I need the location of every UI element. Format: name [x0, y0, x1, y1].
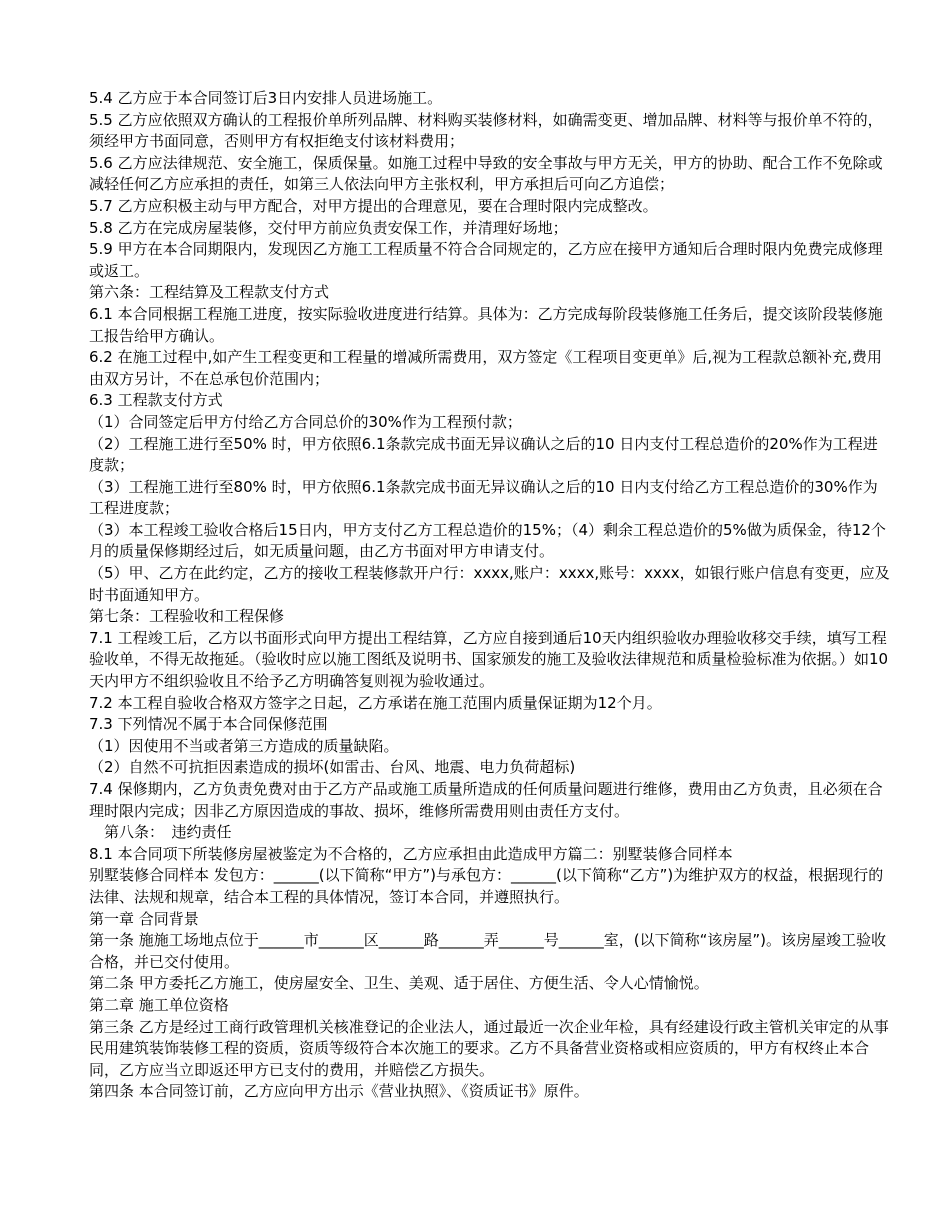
chapter-1-heading: 第一章 合同背景 — [89, 909, 199, 928]
clause-7-3: 7.3 下列情况不属于本合同保修范围 — [89, 715, 328, 734]
clause-5-4: 5.4 乙方应于本合同签订后3日内安排人员进场施工。 — [89, 89, 443, 107]
article-3: 第三条 乙方是经过工商行政管理机关核准登记的企业法人，通过最近一次企业年检，具有经建设行政主管机关审定的从事民用建筑装饰装修工程的资质，资质等级符合本次施工的要求。乙方不具备营业资格或相应资质的，甲方有权终止本合同，乙方应当立即返还甲方已支付的费用，并赔偿乙方损失。 — [89, 1017, 889, 1079]
payment-item-3b-4: （3）本工程竣工验收合格后15日内，甲方支付乙方工程总造价的15%；（4）剩余工程总造价的5%做为质保金，待12个月的质量保修期经过后，如无质量问题，由乙方书面对甲方申请支付。 — [89, 520, 886, 561]
clause-5-7: 5.7 乙方应积极主动与甲方配合，对甲方提出的合理意见，要在合理时限内完成整改。 — [89, 196, 658, 215]
clause-6-3: 6.3 工程款支付方式 — [89, 391, 223, 410]
clause-8-1: 8.1 本合同项下所装修房屋被鉴定为不合格的，乙方应承担由此造成甲方篇二：别墅装修合同样本 — [89, 844, 733, 863]
article-4: 第四条 本合同签订前，乙方应向甲方出示《营业执照》、《资质证书》原件。 — [89, 1082, 589, 1101]
article-2: 第二条 甲方委托乙方施工，使房屋安全、卫生、美观、适于居住、方便生活、令人心情愉悦。 — [89, 974, 709, 993]
article-1: 第一条 施施工场地点位于______市______区______路______弄______号______室，(以下简称“该房屋”)。该房屋竣工验收合格，并已交付使用。 — [89, 931, 887, 971]
clause-5-9: 5.9 甲方在本合同期限内，发现因乙方施工工程质量不符合合同规定的，乙方应在接甲方通知后合理时限内免费完成修理或返工。 — [89, 240, 883, 280]
clause-7-2: 7.2 本工程自验收合格双方签字之日起，乙方承诺在施工范围内质量保证期为12个月。 — [89, 693, 662, 712]
article-8-heading: 第八条： 违约责任 — [89, 823, 232, 842]
clause-6-2: 6.2 在施工过程中,如产生工程变更和工程量的增减所需费用，双方签定《工程项目变更单》后,视为工程款总额补充,费用由双方另计，不在总承包价范围内； — [89, 348, 882, 388]
clause-6-1: 6.1 本合同根据工程施工进度，按实际验收进度进行结算。具体为：乙方完成每阶段装修施工任务后，提交该阶段装修施工报告给甲方确认。 — [89, 304, 883, 345]
clause-5-5: 5.5 乙方应依照双方确认的工程报价单所列品牌、材料购买装修材料，如确需变更、增加品牌、材料等与报价单不符的，须经甲方书面同意，否则甲方有权拒绝支付该材料费用； — [89, 110, 883, 151]
article-6-heading: 第六条：工程结算及工程款支付方式 — [89, 283, 330, 302]
clause-5-6: 5.6 乙方应法律规范、安全施工，保质保量。如施工过程中导致的安全事故与甲方无关，甲方的协助、配合工作不免除或减轻任何乙方应承担的责任，如第三人依法向甲方主张权利，甲方承担后可向乙方追偿； — [89, 153, 883, 194]
payment-item-5: （5）甲、乙方在此约定，乙方的接收工程装修款开户行：xxxx,账户：xxxx,账号：xxxx，如银行账户信息有变更，应及时书面通知甲方。 — [89, 564, 890, 604]
payment-item-3a: （3）工程施工进行至80% 时，甲方依照6.1条款完成书面无异议确认之后的10 日内支付给乙方工程总造价的30%作为工程进度款； — [89, 477, 878, 518]
exclusion-item-1: （1）因使用不当或者第三方造成的质量缺陷。 — [89, 736, 399, 755]
exclusion-item-2: （2）自然不可抗拒因素造成的损坏(如雷击、台风、地震、电力负荷超标) — [89, 758, 576, 777]
payment-item-2: （2）工程施工进行至50% 时，甲方依照6.1条款完成书面无异议确认之后的10 日内支付工程总造价的20%作为工程进度款； — [89, 434, 878, 475]
clause-5-8: 5.8 乙方在完成房屋装修，交付甲方前应负责安保工作，并清理好场地； — [89, 218, 568, 237]
clause-7-1: 7.1 工程竣工后，乙方以书面形式向甲方提出工程结算，乙方应自接到通后10天内组织验收办理验收移交手续，填写工程验收单，不得无故拖延。（验收时应以施工图纸及说明书、国家颁发的施工及验收法律规范和质量检验标准为依据。）如10天内甲方不组织验收且不给予乙方明确答复则视为验收通过。 — [89, 628, 889, 691]
article-7-heading: 第七条：工程验收和工程保修 — [89, 607, 285, 626]
chapter-2-heading: 第二章 施工单位资格 — [89, 995, 229, 1014]
sample-contract-intro: 别墅装修合同样本 发包方：______(以下简称“甲方”)与承包方：______(以下简称“乙方”)为维护双方的权益，根据现行的法律、法规和规章，结合本工程的具体情况，签订本合同，并遵照执行。 — [89, 866, 884, 906]
payment-item-1: （1）合同签定后甲方付给乙方合同总价的30%作为工程预付款； — [89, 412, 522, 431]
clause-7-4: 7.4 保修期内，乙方负责免费对由于乙方产品或施工质量所造成的任何质量问题进行维修，费用由乙方负责，且必须在合理时限内完成；因非乙方原因造成的事故、损坏，维修所需费用则由责任方支付。 — [89, 780, 883, 820]
